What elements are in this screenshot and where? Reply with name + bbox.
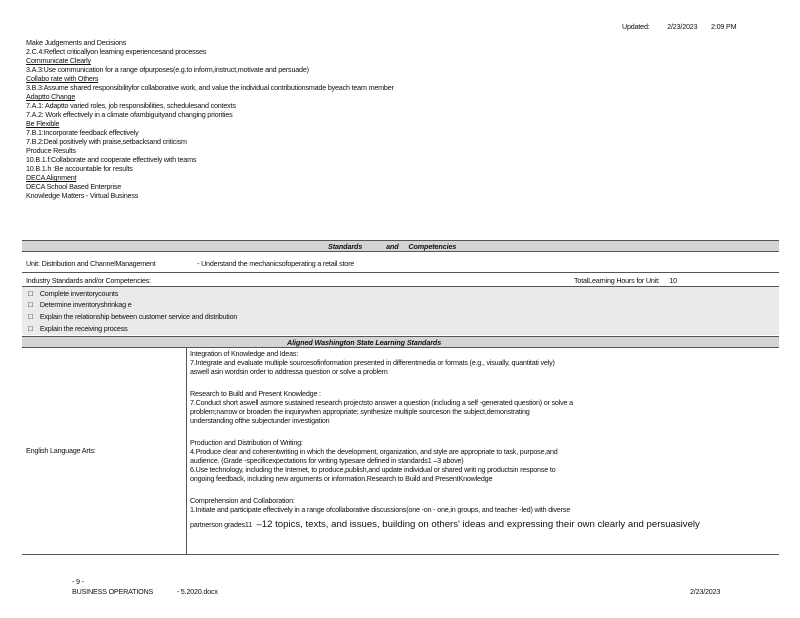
section-heading: Production and Distribution of Writing:	[190, 438, 303, 447]
footer-file: - 5.2020.docx	[176, 587, 218, 596]
ela-section	[190, 349, 700, 376]
competency-line: 10.B.1.f:Collaborate and cooperate effectively with teams	[26, 155, 197, 164]
competency-heading: Adaptto Change	[26, 92, 76, 101]
checkbox-icon: □	[28, 324, 33, 333]
section-line: 1.Initiate and participate effectively in a range ofcollaborative discussions(one -on - one,in groups, and teacher -led) with diverse	[190, 505, 570, 514]
checkbox-icon: □	[28, 300, 33, 309]
section-line: understanding ofthe subjectunder investigation	[190, 416, 330, 425]
standards-bar	[22, 240, 779, 252]
section-line: ongoing feedback, including new arguments or information.Research to Build and PresentKnowledge	[190, 474, 493, 483]
competency-heading: DECA Alignment	[26, 173, 77, 182]
standards-bar-part2: and	[386, 242, 399, 251]
divider	[22, 554, 779, 555]
aligned-bar-title: Aligned Washington State Learning Standards	[287, 338, 442, 347]
section-line-large: –12 topics, texts, and issues, building on others' ideas and expressing their own clearly and persuasively	[256, 519, 700, 530]
footer-course	[72, 587, 218, 596]
standards-bar-part3: Competencies	[408, 242, 457, 251]
section-line: 7.Integrate and evaluate multiple sourcesofinformation presented in differentmedia or formats (e.g., visually, quantitati vely)	[190, 358, 555, 367]
updated-stamp	[622, 22, 736, 31]
list-item: □ Explain the receiving process	[28, 324, 128, 333]
ela-section	[190, 438, 700, 483]
competency-line: Make Judgements and Decisions	[26, 38, 127, 47]
list-item: □ Complete inventorycounts	[28, 289, 119, 298]
list-item: □ Determine inventoryshrinkag e	[28, 300, 132, 309]
section-heading: Comprehension and Collaboration:	[190, 496, 295, 505]
section-line: audience. (Grade -specificexpectations for writing typesare defined in standards1 –3 above)	[190, 456, 464, 465]
section-heading: Integration of Knowledge and Ideas:	[190, 349, 299, 358]
aligned-bar	[22, 336, 779, 348]
competency-line: 7.A.1: Adaptto varied roles, job responsibilities, schedulesand contexts	[26, 101, 236, 110]
competency-line: Knowledge Matters - Virtual Business	[26, 191, 139, 200]
competency-line: 7.B.2:Deal positively with praise,setbacksand criticism	[26, 137, 187, 146]
total-hours	[574, 276, 677, 285]
competency-list	[26, 38, 394, 200]
column-divider	[186, 347, 187, 554]
competency-line: Produce Results	[26, 146, 76, 155]
competency-heading: Collabo rate with Others	[26, 74, 99, 83]
competency-line: 3.A.3:Use communication for a range ofpurposes(e.g.to inform,instruct,motivate and persuade)	[26, 65, 309, 74]
competency-heading: Be Flexible	[26, 119, 60, 128]
competency-line: DECA School Based Enterprise	[26, 182, 122, 191]
list-item: □ Explain the relationship between customer service and distribution	[28, 312, 238, 321]
ela-section	[190, 496, 700, 532]
footer-page-number: - 9 -	[72, 577, 84, 586]
unit-description: - Understand the mechanicsofoperating a retail store	[197, 259, 355, 268]
updated-time: 2:09 PM	[711, 22, 737, 31]
section-line	[190, 514, 700, 532]
competency-line: 7.B.1:Incorporate feedback effectively	[26, 128, 139, 137]
competency-line: 2.C.4:Reflect criticallyon learning experiencesand processes	[26, 47, 207, 56]
section-line: 6.Use technology, including the Internet, to produce,publish,and update individual or shared writi ng productsin response to	[190, 465, 556, 474]
bullet-list	[22, 287, 779, 335]
section-line: 7.Conduct short aswell asmore sustained research projectsto answer a question (including a self -generated question) or solve a	[190, 398, 573, 407]
section-heading: Research to Build and Present Knowledge :	[190, 389, 321, 398]
checkbox-icon: □	[28, 312, 33, 321]
section-line: aswell asin wordsin order to addressa question or solve a problem	[190, 367, 388, 376]
updated-date: 2/23/2023	[667, 22, 698, 31]
footer-date: 2/23/2023	[690, 587, 721, 596]
ela-content	[190, 349, 700, 532]
competency-line: 3.B.3:Assume shared responsibilityfor collaborative work, and value the individual contributionsmade byeach team member	[26, 83, 394, 92]
section-line: 4.Produce clear and coherentwriting in which the development, organization, and style are appropriate to task, purpose,and	[190, 447, 558, 456]
total-hours-value: 10	[669, 276, 677, 285]
total-hours-label: TotalLearning Hours for Unit:	[574, 276, 660, 285]
standards-bar-part1: Standards	[328, 242, 363, 251]
unit-label: Unit: Distribution and ChannelManagement	[26, 259, 156, 268]
divider	[22, 272, 779, 273]
updated-label: Updated:	[622, 22, 650, 31]
competency-line: 10.B.1.h :Be accountable for results	[26, 164, 133, 173]
footer-course-name: BUSINESS OPERATIONS	[72, 587, 154, 596]
ela-section	[190, 389, 700, 425]
checkbox-icon: □	[28, 289, 33, 298]
section-line-small: partnerson grades11	[190, 520, 252, 529]
industry-label: Industry Standards and/or Competencies:	[26, 276, 151, 285]
unit-row	[26, 259, 354, 268]
competency-line: 7.A.2: Work effectively in a climate ofambiguityand changing priorities	[26, 110, 233, 119]
competency-heading: Communicate Clearly	[26, 56, 91, 65]
ela-label: English Language Arts:	[26, 446, 96, 455]
section-line: problem;narrow or broaden the inquirywhen appropriate; synthesize multiple sourceson the subject,demonstrating	[190, 407, 530, 416]
